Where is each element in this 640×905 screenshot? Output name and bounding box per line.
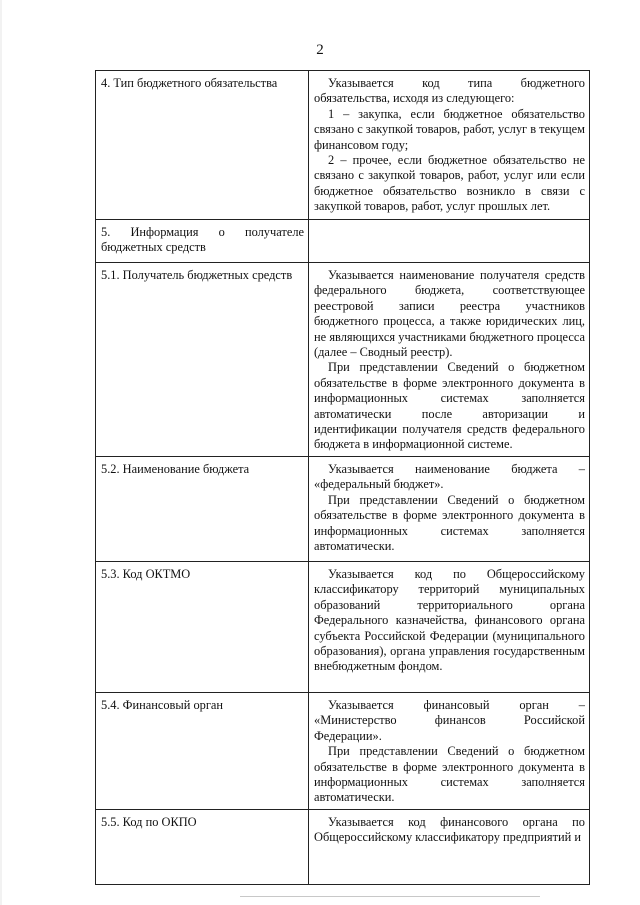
row-label: 5.1. Получатель бюджетных средств [96,263,309,457]
row-description [309,692,590,809]
table-row [96,692,590,809]
row-description [309,263,590,457]
description-paragraph: Указывается код по Общероссийскому классификатору территорий муниципальных образований территориального органа Федерального казначейства, финансового органа субъекта Российской Федерации (муниципального образования), органа управления государственным внебюджетным фондом. [314,566,585,674]
row-description [309,456,590,561]
row-description [309,561,590,692]
scan-artifact-line [240,896,540,897]
table-row [96,71,590,220]
description-paragraph: Указывается код финансового органа по Общероссийскому классификатору предприятий и [314,814,585,845]
description-paragraph: Указывается финансовый орган – «Министерство финансов Российской Федерации». [314,697,585,743]
row-description-empty [309,220,590,263]
description-paragraph: Указывается наименование получателя средств федерального бюджета, соответствующее реестровой записи реестра участников бюджетного процесса, а также юридических лиц, не являющихся участниками бюджетного процесса (далее – Сводный реестр). [314,268,585,360]
row-label: 4. Тип бюджетного обязательства [96,71,309,220]
table-row [96,456,590,561]
row-label: 5.3. Код ОКТМО [96,561,309,692]
scan-edge [0,0,2,905]
table-row [96,561,590,692]
page-number: 2 [316,42,324,58]
row-label: 5.5. Код по ОКПО [96,809,309,884]
table-row [96,809,590,884]
description-paragraph: При представлении Сведений о бюджетном обязательстве в форме электронного документа в информационных системах заполняется автоматически. [314,744,585,805]
row-description [309,71,590,220]
row-label: 5. Информация о получателе бюджетных средств [96,220,309,263]
instructions-table [95,70,590,885]
description-paragraph: 2 – прочее, если бюджетное обязательство не связано с закупкой товаров, работ, услуг или если бюджетное обязательство возникло в связи с закупкой товаров, работ, услуг прошлых лет. [314,153,585,214]
description-paragraph: При представлении Сведений о бюджетном обязательстве в форме электронного документа в информационных системах заполняется автоматически. [314,492,585,553]
table-row [96,220,590,263]
row-label: 5.2. Наименование бюджета [96,456,309,561]
description-paragraph: Указывается наименование бюджета – «федеральный бюджет». [314,461,585,492]
row-description [309,809,590,884]
description-paragraph: 1 – закупка, если бюджетное обязательство связано с закупкой товаров, работ, услуг в текущем финансовом году; [314,106,585,152]
table-row [96,263,590,457]
description-paragraph: Указывается код типа бюджетного обязательства, исходя из следующего: [314,76,585,106]
description-paragraph: При представлении Сведений о бюджетном обязательстве в форме электронного документа в информационных системах заполняется автоматически после авторизации и идентификации получателя средств федерального бюджета в информационной системе. [314,360,585,452]
row-label: 5.4. Финансовый орган [96,692,309,809]
